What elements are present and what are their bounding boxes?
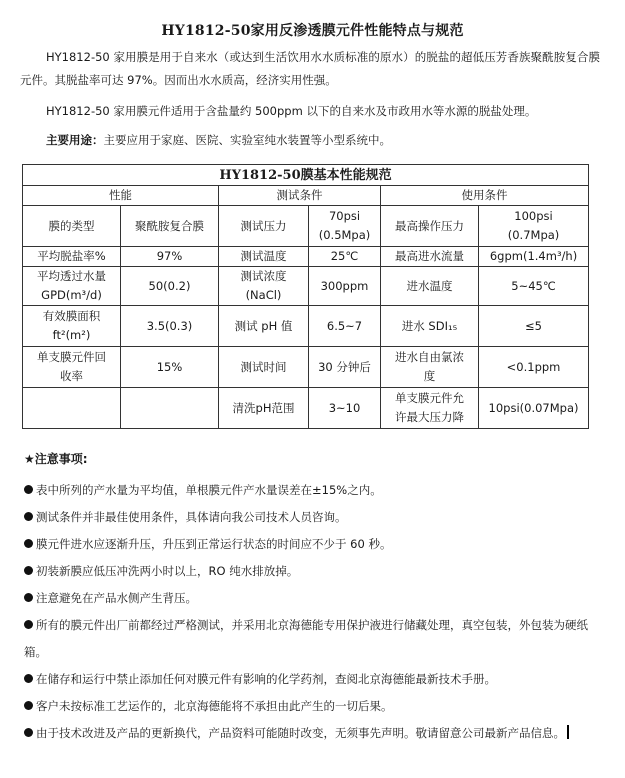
usage-label: 主要用途： [46,133,104,147]
spec-table [22,164,589,429]
note-text: 在储存和运行中禁止添加任何对膜元件有影响的化学药剂，查阅北京海德能最新技术手册。 [36,672,496,686]
note-item [24,504,592,531]
bullet-icon [24,512,33,521]
table-title: HY1812-50膜基本性能规范 [23,165,589,186]
table-cell: 聚酰胺复合膜 [121,206,219,247]
note-item [24,585,592,612]
table-cell: 最高进水流量 [381,247,479,267]
table-cell: 100psi (0.7Mpa) [479,206,589,247]
table-cell: 膜的类型 [23,206,121,247]
table-cell [23,388,121,429]
usage-text: 主要应用于家庭、医院、实验室纯水装置等小型系统中。 [103,133,391,147]
bullet-icon [24,674,33,683]
header-test-conditions: 测试条件 [219,186,381,206]
note-item [24,720,592,747]
table-cell: 进水 SDI₁₅ [381,306,479,347]
bullet-icon [24,485,33,494]
table-cell: 单支膜元件允 许最大压力降 [381,388,479,429]
table-cell: 25℃ [309,247,381,267]
table-cell: 测试时间 [219,347,309,388]
notes-title: ★注意事项: [24,452,88,466]
table-cell: 5~45℃ [479,267,589,306]
bullet-icon [24,539,33,548]
table-cell [121,388,219,429]
table-cell: 测试浓度 (NaCl) [219,267,309,306]
note-text: 膜元件进水应逐渐升压，升压到正常运行状态的时间应不少于 60 秒。 [36,537,392,551]
note-item [24,666,592,693]
note-text: 所有的膜元件出厂前都经过严格测试，并采用北京海德能专用保护液进行储藏处理，真空包装，外包装为硬纸箱。 [24,618,588,659]
note-text: 客户未按标准工艺运作的，北京海德能将不承担由此产生的一切后果。 [36,699,393,713]
note-text: 测试条件并非最佳使用条件，具体请向我公司技术人员咨询。 [36,510,347,524]
table-cell: 清洗pH范围 [219,388,309,429]
table-cell: 15% [121,347,219,388]
note-text: 初装新膜应低压冲洗两小时以上，RO 纯水排放掉。 [36,564,299,578]
header-use-conditions: 使用条件 [381,186,589,206]
table-cell: 进水温度 [381,267,479,306]
note-text: 注意避免在产品水侧产生背压。 [36,591,197,605]
table-cell: 6.5~7 [309,306,381,347]
intro-paragraph-1: HY1812-50 家用膜是用于自来水（或达到生活饮用水水质标准的原水）的脱盐的超低压芳香族聚酰胺复合膜元件。其脱盐率可达 97%。因而出水水质高，经济实用性强。 [20,50,600,87]
header-performance: 性能 [23,186,219,206]
table-cell: 进水自由氯浓 度 [381,347,479,388]
intro-paragraph-3 [20,129,600,152]
table-cell: 测试温度 [219,247,309,267]
table-cell: 最高操作压力 [381,206,479,247]
table-cell: 3~10 [309,388,381,429]
note-item [24,477,592,504]
table-cell: 平均脱盐率% [23,247,121,267]
table-cell: 300ppm [309,267,381,306]
table-cell: 3.5(0.3) [121,306,219,347]
table-cell: 有效膜面积 ft²(m²) [23,306,121,347]
table-cell: 平均透过水量 GPD(m³/d) [23,267,121,306]
bullet-icon [24,728,33,737]
table-cell: 30 分钟后 [309,347,381,388]
text-cursor [567,725,569,739]
table-cell: 10psi(0.07Mpa) [479,388,589,429]
note-item [24,558,592,585]
bullet-icon [24,701,33,710]
table-cell: 测试压力 [219,206,309,247]
note-text: 由于技术改进及产品的更新换代，产品资料可能随时改变，无须事先声明。敬请留意公司最新产品信息。 [36,726,565,740]
table-cell: ≤5 [479,306,589,347]
table-cell: 6gpm(1.4m³/h) [479,247,589,267]
note-item [24,693,592,720]
note-item [24,531,592,558]
table-cell: 97% [121,247,219,267]
intro-paragraph-2: HY1812-50 家用膜元件适用于含盐量约 500ppm 以下的自来水及市政用水等水源的脱盐处理。 [46,104,537,118]
table-cell: 50(0.2) [121,267,219,306]
bullet-icon [24,593,33,602]
page-title: HY1812-50家用反渗透膜元件性能特点与规范 [161,23,464,39]
note-item [24,612,592,666]
bullet-icon [24,620,33,629]
table-cell: 单支膜元件回 收率 [23,347,121,388]
table-cell: 70psi (0.5Mpa) [309,206,381,247]
table-cell: <0.1ppm [479,347,589,388]
bullet-icon [24,566,33,575]
note-text: 表中所列的产水量为平均值，单根膜元件产水量误差在±15%之内。 [36,483,382,497]
table-cell: 测试 pH 值 [219,306,309,347]
